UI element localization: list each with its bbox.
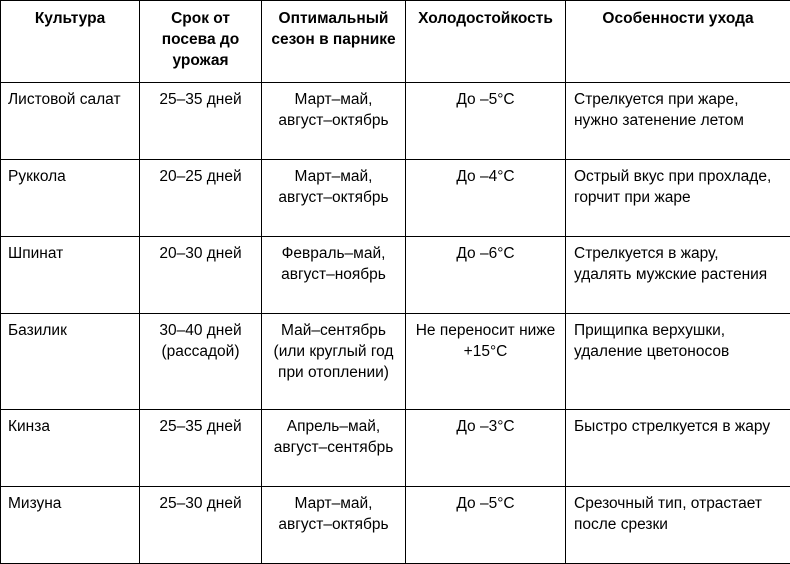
cell-cold-tolerance: До –3°C — [406, 410, 566, 487]
header-optimal-season: Оптимальный сезон в парнике — [262, 1, 406, 83]
cell-optimal-season: Апрель–май, август–сентябрь — [262, 410, 406, 487]
cell-time-to-harvest: 20–25 дней — [140, 160, 262, 237]
table-row — [1, 160, 790, 237]
cell-care-notes: Быстро стрелкуется в жару — [566, 410, 790, 487]
cell-optimal-season: Февраль–май, август–ноябрь — [262, 237, 406, 314]
cell-crop: Кинза — [1, 410, 140, 487]
cell-care-notes: Срезочный тип, отрастает после срезки — [566, 487, 790, 564]
table-row — [1, 487, 790, 564]
cell-care-notes: Стрелкуется при жаре, нужно затенение летом — [566, 83, 790, 160]
cell-care-notes: Стрелкуется в жару, удалять мужские растения — [566, 237, 790, 314]
cell-time-to-harvest: 20–30 дней — [140, 237, 262, 314]
cell-crop: Руккола — [1, 160, 140, 237]
header-time-to-harvest: Срок от посева до урожая — [140, 1, 262, 83]
cell-care-notes: Острый вкус при прохладе, горчит при жаре — [566, 160, 790, 237]
table-row — [1, 237, 790, 314]
cell-time-to-harvest: 25–35 дней — [140, 410, 262, 487]
cell-optimal-season: Май–сентябрь (или круглый год при отоплении) — [262, 314, 406, 410]
table-row — [1, 314, 790, 410]
table-row — [1, 410, 790, 487]
header-crop: Культура — [1, 1, 140, 83]
cell-cold-tolerance: Не переносит ниже +15°C — [406, 314, 566, 410]
cell-optimal-season: Март–май, август–октябрь — [262, 83, 406, 160]
cell-optimal-season: Март–май, август–октябрь — [262, 487, 406, 564]
cell-time-to-harvest: 25–30 дней — [140, 487, 262, 564]
cell-crop: Базилик — [1, 314, 140, 410]
cell-crop: Шпинат — [1, 237, 140, 314]
cell-crop: Мизуна — [1, 487, 140, 564]
cell-cold-tolerance: До –4°C — [406, 160, 566, 237]
cell-cold-tolerance: До –5°C — [406, 487, 566, 564]
table-row — [1, 83, 790, 160]
cell-care-notes: Прищипка верхушки, удаление цветоносов — [566, 314, 790, 410]
cell-crop: Листовой салат — [1, 83, 140, 160]
cell-optimal-season: Март–май, август–октябрь — [262, 160, 406, 237]
header-row — [1, 1, 790, 83]
cell-time-to-harvest: 30–40 дней (рассадой) — [140, 314, 262, 410]
header-cold-tolerance: Холодостойкость — [406, 1, 566, 83]
cell-time-to-harvest: 25–35 дней — [140, 83, 262, 160]
cell-cold-tolerance: До –6°C — [406, 237, 566, 314]
cell-cold-tolerance: До –5°C — [406, 83, 566, 160]
header-care-notes: Особенности ухода — [566, 1, 790, 83]
